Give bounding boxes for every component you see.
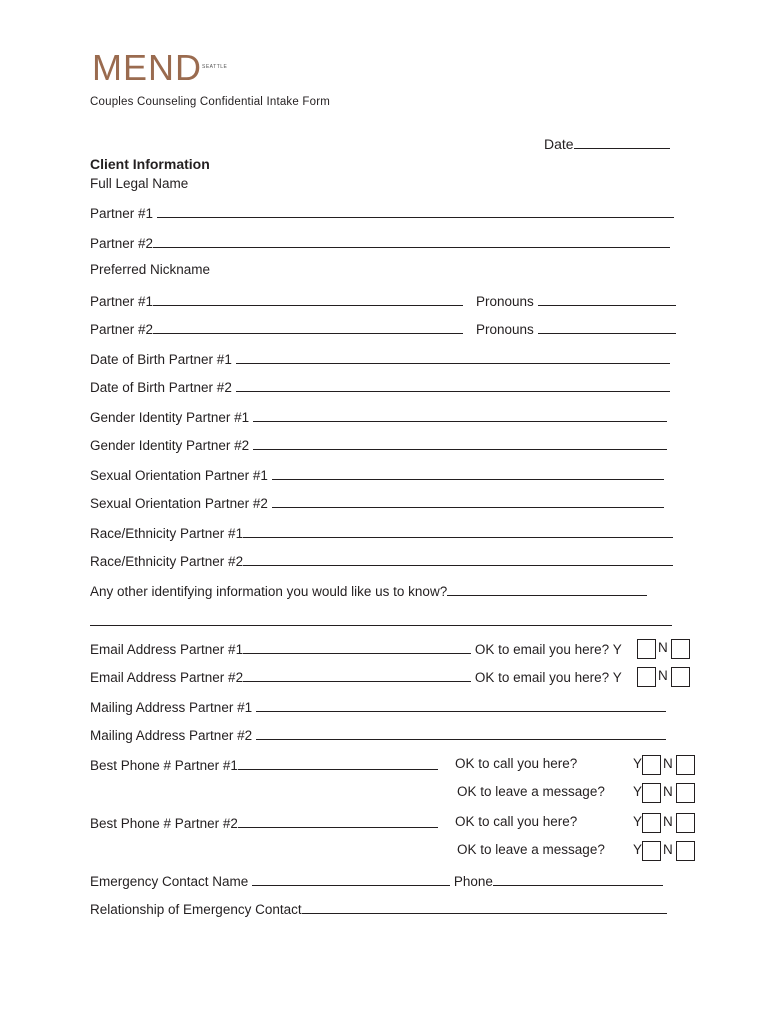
emergency-rel-blank[interactable] (302, 900, 667, 914)
emergency-rel-label: Relationship of Emergency Contact (90, 902, 302, 917)
yes-label: Y (612, 642, 622, 657)
ok-email-label: OK to email you here? (474, 642, 610, 657)
phone-partner1-blank[interactable] (238, 756, 438, 770)
ok-call-label-2: OK to call you here? (455, 814, 578, 829)
full-legal-name-label: Full Legal Name (90, 176, 189, 191)
legal-name-partner2-blank[interactable] (153, 234, 670, 248)
no-label: N (663, 842, 673, 857)
message2-yes-checkbox[interactable] (642, 841, 661, 861)
yes-label: Y (633, 784, 643, 799)
mail2-label: Mailing Address Partner #2 (90, 728, 253, 743)
email2-yes-checkbox[interactable] (637, 667, 656, 687)
email1-yes-checkbox[interactable] (637, 639, 656, 659)
phone1-label: Best Phone # Partner #1 (90, 758, 238, 773)
partner1-label: Partner #1 (90, 206, 154, 221)
race1-label: Race/Ethnicity Partner #1 (90, 526, 244, 541)
email2-no-checkbox[interactable] (671, 667, 690, 687)
yes-label: Y (633, 756, 643, 771)
race-partner2[interactable] (90, 552, 673, 569)
ok-message-label-2: OK to leave a message? (457, 842, 605, 857)
legal-name-partner1[interactable] (90, 204, 674, 221)
nickname-partner2-blank[interactable] (153, 320, 463, 334)
race-partner2-blank[interactable] (243, 552, 673, 566)
no-label: N (663, 784, 673, 799)
email-partner1-blank[interactable] (243, 640, 471, 654)
gender-partner2-blank[interactable] (253, 436, 667, 450)
no-label: N (663, 814, 673, 829)
phone-partner2[interactable] (90, 814, 438, 831)
preferred-nickname-label: Preferred Nickname (90, 262, 211, 277)
phone-partner2-blank[interactable] (238, 814, 438, 828)
ok-call-label-1: OK to call you here? (455, 756, 578, 771)
form-title: Couples Counseling Confidential Intake Form (90, 96, 331, 108)
logo-wordmark: MEND (92, 47, 202, 88)
ok-message-label-1: OK to leave a message? (457, 784, 605, 799)
emergency-phone-blank[interactable] (493, 872, 663, 886)
other-info[interactable] (90, 582, 647, 599)
email-partner2[interactable] (90, 668, 622, 685)
phone-partner1[interactable] (90, 756, 438, 773)
race-partner1-blank[interactable] (243, 524, 673, 538)
mailing-partner2[interactable] (90, 726, 666, 743)
legal-name-partner2[interactable] (90, 234, 670, 251)
date-label: Date (544, 136, 574, 152)
emergency-phone-label: Phone (453, 874, 493, 889)
email-partner1[interactable] (90, 640, 622, 657)
orientation-partner2[interactable] (90, 494, 664, 511)
message2-no-checkbox[interactable] (676, 841, 695, 861)
orient1-label: Sexual Orientation Partner #1 (90, 468, 268, 483)
gender2-label: Gender Identity Partner #2 (90, 438, 250, 453)
call2-no-checkbox[interactable] (676, 813, 695, 833)
ok-email-label: OK to email you here? (474, 670, 610, 685)
partner1-label: Partner #1 (90, 294, 154, 309)
mend-logo (92, 47, 228, 88)
other-info-label: Any other identifying information you would like us to know? (90, 584, 448, 599)
yes-label: Y (633, 842, 643, 857)
message1-no-checkbox[interactable] (676, 783, 695, 803)
partner2-label: Partner #2 (90, 236, 154, 251)
dob-partner2-blank[interactable] (236, 378, 670, 392)
gender-partner2[interactable] (90, 436, 667, 453)
other-info-blank[interactable] (447, 582, 647, 596)
call1-no-checkbox[interactable] (676, 755, 695, 775)
race2-label: Race/Ethnicity Partner #2 (90, 554, 244, 569)
orientation-partner2-blank[interactable] (272, 494, 664, 508)
call1-yes-checkbox[interactable] (642, 755, 661, 775)
orientation-partner1[interactable] (90, 466, 664, 483)
pronouns-partner1-blank[interactable] (538, 292, 676, 306)
no-label: N (658, 640, 668, 655)
legal-name-partner1-blank[interactable] (157, 204, 674, 218)
gender-partner1[interactable] (90, 408, 667, 425)
pronouns-label: Pronouns (476, 322, 534, 337)
gender-partner1-blank[interactable] (253, 408, 667, 422)
nickname-partner1[interactable] (90, 292, 463, 309)
pronouns-label: Pronouns (476, 294, 534, 309)
logo-subtext: SEATTLE (202, 64, 228, 70)
nickname-partner1-blank[interactable] (153, 292, 463, 306)
email2-label: Email Address Partner #2 (90, 670, 244, 685)
dob-partner2[interactable] (90, 378, 670, 395)
pronouns-partner2[interactable] (476, 320, 676, 337)
yes-label: Y (612, 670, 622, 685)
partner2-label: Partner #2 (90, 322, 154, 337)
emergency-name-label: Emergency Contact Name (90, 874, 249, 889)
dob-partner1[interactable] (90, 350, 670, 367)
pronouns-partner1[interactable] (476, 292, 676, 309)
emergency-relationship[interactable] (90, 900, 667, 917)
section-title: Client Information (90, 156, 210, 172)
email1-label: Email Address Partner #1 (90, 642, 244, 657)
date-field[interactable] (544, 135, 670, 152)
yes-label: Y (633, 814, 643, 829)
nickname-partner2[interactable] (90, 320, 463, 337)
mailing-partner1-blank[interactable] (256, 698, 666, 712)
dob2-label: Date of Birth Partner #2 (90, 380, 232, 395)
pronouns-partner2-blank[interactable] (538, 320, 676, 334)
other-info-line2[interactable] (90, 612, 672, 629)
no-label: N (658, 668, 668, 683)
mailing-partner1[interactable] (90, 698, 666, 715)
dob1-label: Date of Birth Partner #1 (90, 352, 232, 367)
call2-yes-checkbox[interactable] (642, 813, 661, 833)
mailing-partner2-blank[interactable] (256, 726, 666, 740)
emergency-name-blank[interactable] (252, 872, 450, 886)
phone2-label: Best Phone # Partner #2 (90, 816, 238, 831)
other-info-blank-2[interactable] (90, 612, 672, 626)
no-label: N (663, 756, 673, 771)
gender1-label: Gender Identity Partner #1 (90, 410, 250, 425)
date-blank[interactable] (574, 135, 670, 149)
emergency-contact[interactable] (90, 872, 663, 889)
orient2-label: Sexual Orientation Partner #2 (90, 496, 268, 511)
dob-partner1-blank[interactable] (236, 350, 670, 364)
mail1-label: Mailing Address Partner #1 (90, 700, 253, 715)
email1-no-checkbox[interactable] (671, 639, 690, 659)
email-partner2-blank[interactable] (243, 668, 471, 682)
message1-yes-checkbox[interactable] (642, 783, 661, 803)
orientation-partner1-blank[interactable] (272, 466, 664, 480)
race-partner1[interactable] (90, 524, 673, 541)
